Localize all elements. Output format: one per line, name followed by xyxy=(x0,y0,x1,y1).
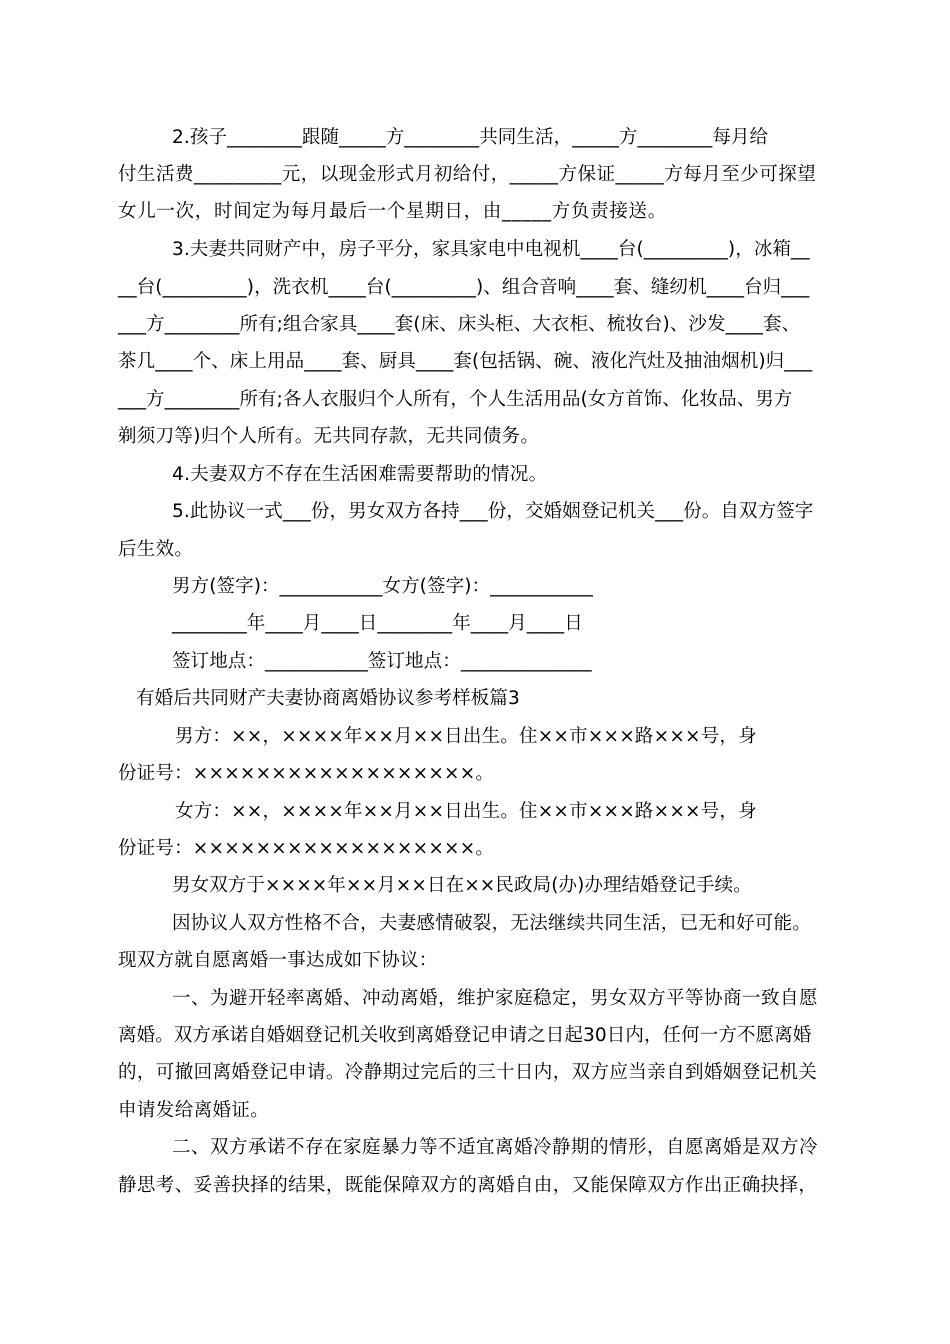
signing-place-line: 签订地点：___________签订地点：______________ xyxy=(172,651,592,672)
male-party-line-1: 男方：××，××××年××月××日出生。住××市×××路×××号，身 xyxy=(175,726,757,747)
reason-line-1: 因协议人双方性格不合，夫妻感情破裂，无法继续共同生活，已无和好可能。 xyxy=(172,913,812,934)
clause-3-line-1: 3.夫妻共同财产中，房子平分，家具家电中电视机____台(_________)，冰箱__ xyxy=(172,239,810,260)
clause-4: 4.夫妻双方不存在生活困难需要帮助的情况。 xyxy=(172,464,548,485)
date-line: ________年____月____日________年____月____日 xyxy=(172,613,583,634)
reason-line-2: 现双方就自愿离婚一事达成如下协议： xyxy=(118,950,438,971)
clause-3-line-3: ___方________所有;组合家具____套(床、床头柜、大衣柜、梳妆台)、沙发____套、 xyxy=(118,314,801,335)
clause-5-line-1: 5.此协议一式___份，男女双方各持___份，交婚姻登记机关___份。自双方签字 xyxy=(172,501,814,522)
article-2-line-2: 静思考、妥善抉择的结果，既能保障双方的离婚自由，又能保障双方作出正确抉择， xyxy=(118,1175,818,1196)
clause-3-line-6: 剃须刀等)归个人所有。无共同存款，无共同债务。 xyxy=(118,426,540,447)
male-party-line-2: 份证号：××××××××××××××××××。 xyxy=(118,763,495,784)
signature-line: 男方(签字)：___________女方(签字)：___________ xyxy=(172,576,593,597)
female-party-line-2: 份证号：××××××××××××××××××。 xyxy=(118,838,495,859)
clause-3-line-5: ___方________所有;各人衣服归个人所有，个人生活用品(女方首饰、化妆品、男方 xyxy=(118,389,793,410)
female-party-line-1: 女方：××，××××年××月××日出生。住××市×××路×××号，身 xyxy=(175,801,757,822)
clause-2-line-1: 2.孩子________跟随_____方________共同生活，_____方________每月给 xyxy=(172,127,769,148)
article-2-line-1: 二、双方承诺不存在家庭暴力等不适宜离婚冷静期的情形，自愿离婚是双方冷 xyxy=(172,1137,819,1158)
marriage-registration-line: 男女双方于××××年××月××日在××民政局(办)办理结婚登记手续。 xyxy=(172,875,752,896)
clause-3-line-2: __台(_________)，洗衣机____台(_________)、组合音响____套、缝纫机____台归___ xyxy=(118,277,810,298)
section-heading: 有婚后共同财产夫妻协商离婚协议参考样板篇3 xyxy=(136,688,520,709)
clause-2-line-2: 付生活费_________元，以现金形式月初给付，_____方保证_____方每月至少可探望 xyxy=(118,164,817,185)
clause-5-line-2: 后生效。 xyxy=(118,539,194,560)
article-1-line-1: 一、为避开轻率离婚、冲动离婚，维护家庭稳定，男女双方平等协商一致自愿 xyxy=(172,988,819,1009)
article-1-line-4: 申请发给离婚证。 xyxy=(118,1100,270,1121)
article-1-line-3: 的，可撤回离婚登记申请。冷静期过完后的三十日内，双方应当亲自到婚姻登记机关 xyxy=(118,1062,818,1083)
article-1-line-2: 离婚。双方承诺自婚姻登记机关收到离婚登记申请之日起30日内，任何一方不愿离婚 xyxy=(118,1025,812,1046)
clause-2-line-3: 女儿一次，时间定为每月最后一个星期日，由_____方负责接送。 xyxy=(118,201,667,222)
clause-3-line-4: 茶几____个、床上用品____套、厨具____套(包括锅、碗、液化汽灶及抽油烟机)归___ xyxy=(118,351,813,372)
